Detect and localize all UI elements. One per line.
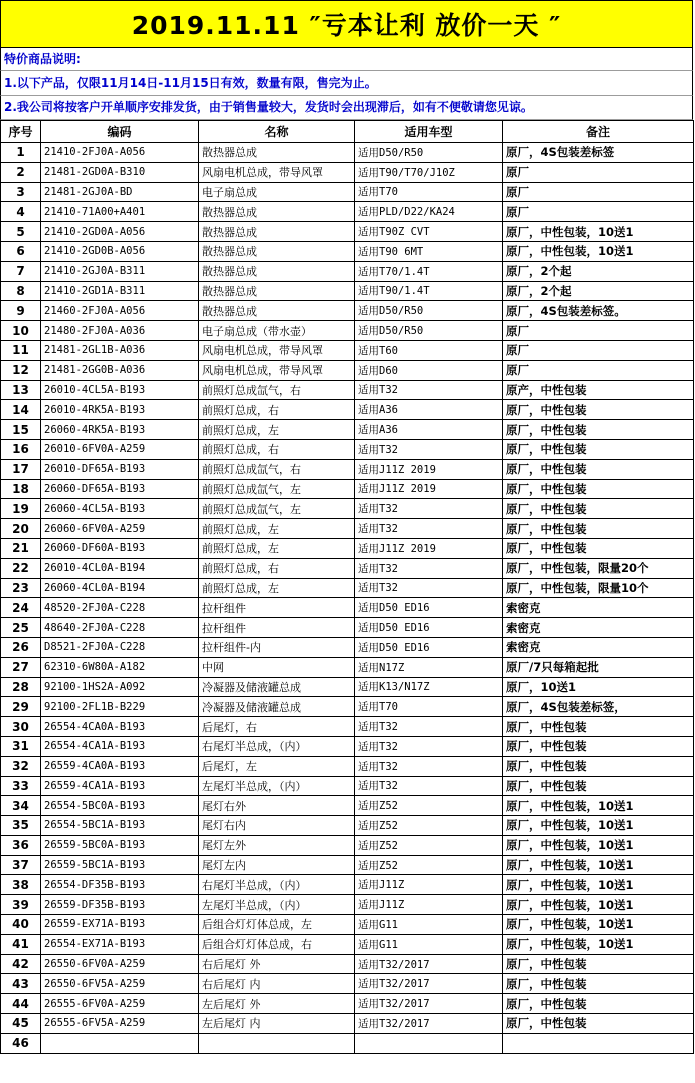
banner-title: 2019.11.11 ″亏本让利 放价一天 ″ [0, 0, 693, 48]
part-code: 48640-2FJ0A-C228 [41, 618, 199, 638]
table-row [1, 875, 694, 895]
row-index: 7 [1, 261, 41, 281]
row-index: 15 [1, 420, 41, 440]
vehicle-model: 适用D50/R50 [355, 321, 503, 341]
row-index: 26 [1, 637, 41, 657]
part-name: 散热器总成 [199, 202, 355, 222]
table-row [1, 974, 694, 994]
table-header-row [1, 121, 694, 143]
part-name: 散热器总成 [199, 261, 355, 281]
row-index: 19 [1, 499, 41, 519]
remark: 原厂，中性包装 [503, 756, 694, 776]
row-index: 12 [1, 360, 41, 380]
vehicle-model: 适用PLD/D22/KA24 [355, 202, 503, 222]
row-index: 9 [1, 301, 41, 321]
part-name: 拉杆组件-内 [199, 637, 355, 657]
row-index: 16 [1, 439, 41, 459]
part-name: 散热器总成 [199, 241, 355, 261]
part-code: 26559-EX71A-B193 [41, 915, 199, 935]
notes-line-2: 2.我公司将按客户开单顺序安排发货，由于销售量较大，发货时会出现滞后，如有不便敬请您见谅。 [0, 96, 693, 120]
part-name: 后尾灯，右 [199, 717, 355, 737]
vehicle-model: 适用D50/R50 [355, 143, 503, 163]
row-index: 40 [1, 915, 41, 935]
table-row [1, 222, 694, 242]
vehicle-model: 适用J11Z 2019 [355, 538, 503, 558]
row-index: 13 [1, 380, 41, 400]
table-row [1, 499, 694, 519]
remark: 原厂，中性包装，10送1 [503, 816, 694, 836]
remark: 原厂，中性包装 [503, 499, 694, 519]
table-row [1, 816, 694, 836]
row-index: 11 [1, 340, 41, 360]
row-index: 31 [1, 736, 41, 756]
table-row [1, 677, 694, 697]
part-name: 左后尾灯 内 [199, 1014, 355, 1034]
row-index: 4 [1, 202, 41, 222]
table-row [1, 835, 694, 855]
row-index: 39 [1, 895, 41, 915]
vehicle-model: 适用Z52 [355, 855, 503, 875]
table-row [1, 796, 694, 816]
remark: 原厂，中性包装 [503, 420, 694, 440]
remark: 原厂，中性包装，10送1 [503, 835, 694, 855]
part-name: 前照灯总成，右 [199, 439, 355, 459]
table-row [1, 618, 694, 638]
table-row [1, 855, 694, 875]
row-index: 35 [1, 816, 41, 836]
part-name: 前照灯总成，左 [199, 519, 355, 539]
part-name: 前照灯总成，左 [199, 420, 355, 440]
vehicle-model: 适用D60 [355, 360, 503, 380]
part-name: 左尾灯半总成，（内） [199, 895, 355, 915]
part-code: 21481-2GL1B-A036 [41, 340, 199, 360]
remark: 原厂，中性包装 [503, 459, 694, 479]
row-index: 17 [1, 459, 41, 479]
row-index: 20 [1, 519, 41, 539]
part-code: 26554-4CA0A-B193 [41, 717, 199, 737]
part-code: 21481-2GJ0A-BD [41, 182, 199, 202]
vehicle-model: 适用T32 [355, 380, 503, 400]
table-row [1, 558, 694, 578]
vehicle-model: 适用T70/1.4T [355, 261, 503, 281]
part-code: 26550-6FV5A-A259 [41, 974, 199, 994]
part-code: 26554-EX71A-B193 [41, 934, 199, 954]
remark: 原产，中性包装 [503, 380, 694, 400]
remark: 原厂，中性包装 [503, 974, 694, 994]
row-index: 21 [1, 538, 41, 558]
notes-line-1: 1.以下产品，仅限11月14日-11月15日有效，数量有限，售完为止。 [0, 71, 693, 96]
part-name: 拉杆组件 [199, 598, 355, 618]
remark: 索密克 [503, 637, 694, 657]
row-index: 44 [1, 994, 41, 1014]
row-index: 6 [1, 241, 41, 261]
vehicle-model: 适用J11Z [355, 895, 503, 915]
part-name: 前照灯总成氙气，左 [199, 479, 355, 499]
part-name: 前照灯总成，左 [199, 538, 355, 558]
part-code: 21410-2GD0A-A056 [41, 222, 199, 242]
part-name: 尾灯左内 [199, 855, 355, 875]
part-name: 冷凝器及储液罐总成 [199, 677, 355, 697]
table-row [1, 934, 694, 954]
part-code: 92100-2FL1B-B229 [41, 697, 199, 717]
part-name: 前照灯总成，左 [199, 578, 355, 598]
remark: 原厂，中性包装，10送1 [503, 934, 694, 954]
part-code: 21410-2GD0B-A056 [41, 241, 199, 261]
row-index: 22 [1, 558, 41, 578]
vehicle-model: 适用T90Z CVT [355, 222, 503, 242]
vehicle-model: 适用J11Z [355, 875, 503, 895]
part-name: 电子扇总成（带水壶） [199, 321, 355, 341]
table-row [1, 736, 694, 756]
part-name: 左后尾灯 外 [199, 994, 355, 1014]
part-code: 26559-4CA0A-B193 [41, 756, 199, 776]
part-code [41, 1033, 199, 1053]
table-row [1, 143, 694, 163]
part-name: 散热器总成 [199, 143, 355, 163]
remark: 原厂，中性包装，限量20个 [503, 558, 694, 578]
part-code: 26060-4RK5A-B193 [41, 420, 199, 440]
table-row [1, 261, 694, 281]
table-body [1, 143, 694, 1054]
row-index: 38 [1, 875, 41, 895]
part-code: 26550-6FV0A-A259 [41, 954, 199, 974]
part-code: 92100-1HS2A-A092 [41, 677, 199, 697]
remark: 原厂，中性包装 [503, 717, 694, 737]
row-index: 25 [1, 618, 41, 638]
vehicle-model: 适用T70 [355, 697, 503, 717]
table-row [1, 717, 694, 737]
part-code: 26060-4CL5A-B193 [41, 499, 199, 519]
part-code: 26010-6FV0A-A259 [41, 439, 199, 459]
row-index: 1 [1, 143, 41, 163]
part-name: 拉杆组件 [199, 618, 355, 638]
table-row [1, 301, 694, 321]
vehicle-model: 适用G11 [355, 915, 503, 935]
remark: 原厂，中性包装 [503, 400, 694, 420]
part-name: 右后尾灯 外 [199, 954, 355, 974]
vehicle-model: 适用A36 [355, 400, 503, 420]
remark: 索密克 [503, 598, 694, 618]
vehicle-model [355, 1033, 503, 1053]
vehicle-model: 适用T32/2017 [355, 974, 503, 994]
part-code: 21410-2GJ0A-B311 [41, 261, 199, 281]
table-row [1, 420, 694, 440]
vehicle-model: 适用D50/R50 [355, 301, 503, 321]
table-row [1, 459, 694, 479]
header-code: 编码 [41, 121, 199, 143]
row-index: 33 [1, 776, 41, 796]
vehicle-model: 适用G11 [355, 934, 503, 954]
part-name: 左尾灯半总成，（内） [199, 776, 355, 796]
vehicle-model: 适用T32/2017 [355, 994, 503, 1014]
part-code: 26010-4RK5A-B193 [41, 400, 199, 420]
row-index: 46 [1, 1033, 41, 1053]
part-code: 26555-6FV0A-A259 [41, 994, 199, 1014]
part-code: 21481-2GG0B-A036 [41, 360, 199, 380]
part-code: 26554-5BC1A-B193 [41, 816, 199, 836]
vehicle-model: 适用T32 [355, 756, 503, 776]
vehicle-model: 适用Z52 [355, 816, 503, 836]
part-name: 散热器总成 [199, 222, 355, 242]
row-index: 2 [1, 162, 41, 182]
remark: 索密克 [503, 618, 694, 638]
row-index: 10 [1, 321, 41, 341]
remark: 原厂 [503, 182, 694, 202]
part-name: 前照灯总成氙气，右 [199, 459, 355, 479]
part-name: 散热器总成 [199, 281, 355, 301]
remark: 原厂，2个起 [503, 281, 694, 301]
remark: 原厂，中性包装，限量10个 [503, 578, 694, 598]
row-index: 27 [1, 657, 41, 677]
part-code: 21480-2FJ0A-A036 [41, 321, 199, 341]
table-row [1, 360, 694, 380]
vehicle-model: 适用Z52 [355, 796, 503, 816]
part-name: 风扇电机总成，带导风罩 [199, 162, 355, 182]
remark: 原厂，中性包装，10送1 [503, 915, 694, 935]
vehicle-model: 适用N17Z [355, 657, 503, 677]
remark: 原厂，中性包装 [503, 736, 694, 756]
vehicle-model: 适用T32 [355, 439, 503, 459]
table-row [1, 340, 694, 360]
row-index: 8 [1, 281, 41, 301]
part-name: 风扇电机总成，带导风罩 [199, 340, 355, 360]
table-row [1, 598, 694, 618]
part-code: 26559-DF35B-B193 [41, 895, 199, 915]
table-row [1, 657, 694, 677]
vehicle-model: 适用D50 ED16 [355, 637, 503, 657]
remark: 原厂 [503, 340, 694, 360]
part-code: 21410-71A00+A401 [41, 202, 199, 222]
table-row [1, 241, 694, 261]
vehicle-model: 适用K13/N17Z [355, 677, 503, 697]
remark: 原厂，中性包装，10送1 [503, 855, 694, 875]
vehicle-model: 适用T32 [355, 578, 503, 598]
remark: 原厂，中性包装，10送1 [503, 895, 694, 915]
vehicle-model: 适用T90 6MT [355, 241, 503, 261]
table-row [1, 915, 694, 935]
part-name: 后组合灯灯体总成，左 [199, 915, 355, 935]
part-code: 26555-6FV5A-A259 [41, 1014, 199, 1034]
notes-heading: 特价商品说明: [0, 48, 693, 71]
vehicle-model: 适用J11Z 2019 [355, 479, 503, 499]
remark: 原厂，中性包装 [503, 479, 694, 499]
remark: 原厂 [503, 162, 694, 182]
table-row [1, 202, 694, 222]
vehicle-model: 适用A36 [355, 420, 503, 440]
vehicle-model: 适用T32 [355, 776, 503, 796]
table-row [1, 578, 694, 598]
vehicle-model: 适用T70 [355, 182, 503, 202]
row-index: 32 [1, 756, 41, 776]
table-row [1, 1014, 694, 1034]
table-row [1, 479, 694, 499]
remark: 原厂，中性包装 [503, 538, 694, 558]
remark: 原厂，中性包装，10送1 [503, 796, 694, 816]
vehicle-model: 适用Z52 [355, 835, 503, 855]
table-row [1, 637, 694, 657]
part-code: 26010-4CL0A-B194 [41, 558, 199, 578]
vehicle-model: 适用T32 [355, 558, 503, 578]
part-code: 26010-4CL5A-B193 [41, 380, 199, 400]
vehicle-model: 适用T32 [355, 736, 503, 756]
remark: 原厂 [503, 321, 694, 341]
table-row [1, 954, 694, 974]
part-code: 21410-2GD1A-B311 [41, 281, 199, 301]
remark: 原厂/7只每箱起批 [503, 657, 694, 677]
vehicle-model: 适用T32/2017 [355, 1014, 503, 1034]
part-code: 26559-4CA1A-B193 [41, 776, 199, 796]
part-name: 风扇电机总成，带导风罩 [199, 360, 355, 380]
part-name: 前照灯总成氙气，右 [199, 380, 355, 400]
table-row [1, 895, 694, 915]
part-name: 冷凝器及储液罐总成 [199, 697, 355, 717]
part-code: 26060-4CL0A-B194 [41, 578, 199, 598]
part-code: 26060-6FV0A-A259 [41, 519, 199, 539]
part-name: 后尾灯，左 [199, 756, 355, 776]
table-row [1, 321, 694, 341]
table-row [1, 1033, 694, 1053]
vehicle-model: 适用T90/T70/J10Z [355, 162, 503, 182]
table-row [1, 994, 694, 1014]
row-index: 14 [1, 400, 41, 420]
table-row [1, 162, 694, 182]
part-name: 前照灯总成，右 [199, 400, 355, 420]
part-code: 26554-5BC0A-B193 [41, 796, 199, 816]
part-name: 后组合灯灯体总成，右 [199, 934, 355, 954]
part-name: 尾灯左外 [199, 835, 355, 855]
table-row [1, 380, 694, 400]
vehicle-model: 适用T32 [355, 499, 503, 519]
part-name: 尾灯右内 [199, 816, 355, 836]
remark: 原厂，中性包装 [503, 994, 694, 1014]
part-code: 21481-2GD0A-B310 [41, 162, 199, 182]
part-name: 中网 [199, 657, 355, 677]
part-code: D8521-2FJ0A-C228 [41, 637, 199, 657]
part-code: 26554-DF35B-B193 [41, 875, 199, 895]
part-name: 右尾灯半总成，（内） [199, 875, 355, 895]
row-index: 24 [1, 598, 41, 618]
remark: 原厂，中性包装 [503, 776, 694, 796]
table-row [1, 182, 694, 202]
remark: 原厂，4S包装差标签 [503, 143, 694, 163]
remark: 原厂，中性包装 [503, 1014, 694, 1034]
part-name: 散热器总成 [199, 301, 355, 321]
row-index: 41 [1, 934, 41, 954]
vehicle-model: 适用T32 [355, 717, 503, 737]
part-name: 尾灯右外 [199, 796, 355, 816]
part-name: 右尾灯半总成，（内） [199, 736, 355, 756]
row-index: 36 [1, 835, 41, 855]
part-code: 26559-5BC0A-B193 [41, 835, 199, 855]
vehicle-model: 适用T90/1.4T [355, 281, 503, 301]
remark: 原厂，中性包装，10送1 [503, 222, 694, 242]
part-code: 26559-5BC1A-B193 [41, 855, 199, 875]
remark: 原厂，中性包装 [503, 519, 694, 539]
table-row [1, 776, 694, 796]
part-code: 21460-2FJ0A-A056 [41, 301, 199, 321]
table-row [1, 400, 694, 420]
header-model: 适用车型 [355, 121, 503, 143]
row-index: 3 [1, 182, 41, 202]
part-name: 电子扇总成 [199, 182, 355, 202]
part-name: 前照灯总成，右 [199, 558, 355, 578]
table-row [1, 439, 694, 459]
part-name [199, 1033, 355, 1053]
row-index: 23 [1, 578, 41, 598]
part-code: 62310-6W80A-A182 [41, 657, 199, 677]
table-row [1, 519, 694, 539]
part-code: 26010-DF65A-B193 [41, 459, 199, 479]
vehicle-model: 适用T32 [355, 519, 503, 539]
row-index: 34 [1, 796, 41, 816]
remark: 原厂，中性包装 [503, 439, 694, 459]
remark: 原厂 [503, 360, 694, 380]
remark: 原厂 [503, 202, 694, 222]
remark: 原厂，4S包装差标签， [503, 697, 694, 717]
row-index: 18 [1, 479, 41, 499]
remark: 原厂，10送1 [503, 677, 694, 697]
row-index: 45 [1, 1014, 41, 1034]
part-name: 前照灯总成氙气，左 [199, 499, 355, 519]
row-index: 30 [1, 717, 41, 737]
vehicle-model: 适用T32/2017 [355, 954, 503, 974]
parts-table [0, 120, 694, 1054]
remark: 原厂，中性包装 [503, 954, 694, 974]
remark: 原厂，中性包装，10送1 [503, 241, 694, 261]
table-row [1, 538, 694, 558]
table-row [1, 756, 694, 776]
part-name: 右后尾灯 内 [199, 974, 355, 994]
remark: 原厂，中性包装，10送1 [503, 875, 694, 895]
vehicle-model: 适用D50 ED16 [355, 618, 503, 638]
row-index: 42 [1, 954, 41, 974]
remark: 原厂，2个起 [503, 261, 694, 281]
table-row [1, 697, 694, 717]
row-index: 37 [1, 855, 41, 875]
part-code: 48520-2FJ0A-C228 [41, 598, 199, 618]
row-index: 5 [1, 222, 41, 242]
row-index: 28 [1, 677, 41, 697]
header-index: 序号 [1, 121, 41, 143]
part-code: 26060-DF65A-B193 [41, 479, 199, 499]
remark: 原厂，4S包装差标签。 [503, 301, 694, 321]
header-name: 名称 [199, 121, 355, 143]
remark [503, 1033, 694, 1053]
part-code: 21410-2FJ0A-A056 [41, 143, 199, 163]
vehicle-model: 适用J11Z 2019 [355, 459, 503, 479]
vehicle-model: 适用D50 ED16 [355, 598, 503, 618]
header-remark: 备注 [503, 121, 694, 143]
table-row [1, 281, 694, 301]
part-code: 26554-4CA1A-B193 [41, 736, 199, 756]
part-code: 26060-DF60A-B193 [41, 538, 199, 558]
vehicle-model: 适用T60 [355, 340, 503, 360]
row-index: 43 [1, 974, 41, 994]
row-index: 29 [1, 697, 41, 717]
